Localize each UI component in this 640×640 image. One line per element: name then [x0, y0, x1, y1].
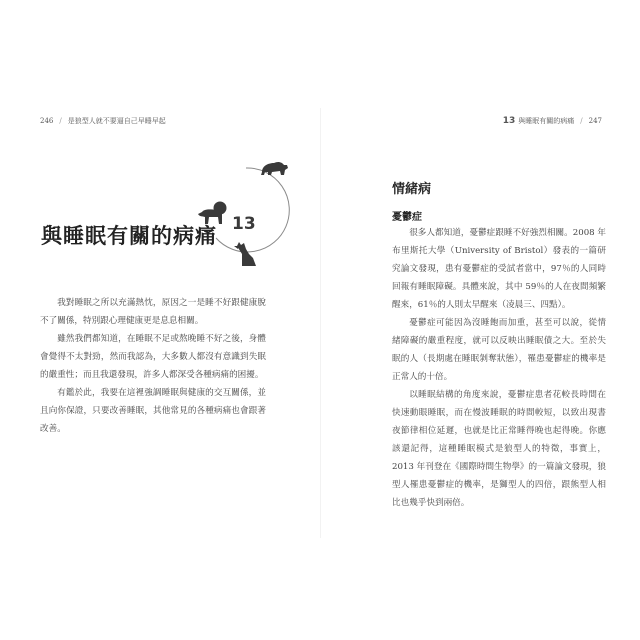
bear-icon — [261, 162, 288, 175]
right-body-text — [392, 224, 606, 512]
section-heading: 情緒病 — [392, 182, 432, 197]
paragraph: 很多人都知道，憂鬱症跟睡不好強烈相關。2008 年布里斯托大學（University of Bristol）發表的一篇研究論文發現，患有憂鬱症的受試者當中，97％的人同時回報有睡眠障礙。具體來說，其中 59％的人在夜間頻繁醒來，61％的人則太早醒來（凌晨三、四點）。 — [392, 228, 606, 310]
left-body-text — [40, 294, 266, 438]
right-page — [322, 108, 608, 538]
running-title-left: 是狼型人就不要逼自己早睡早起 — [67, 117, 166, 125]
running-chapter-number: 13 — [502, 116, 516, 126]
page-number-left: 246 — [40, 117, 54, 125]
book-spread — [36, 108, 608, 538]
running-head-divider: / — [59, 117, 62, 125]
page-gutter — [320, 108, 321, 538]
sub-heading: 憂鬱症 — [392, 212, 422, 223]
chapter-emblem — [186, 158, 306, 268]
wolf-icon — [234, 242, 256, 266]
paragraph: 有鑑於此，我要在這裡強調睡眠與健康的交互關係，並且向你保證，只要改善睡眠，其他常見的各種病痛也會跟著改善。 — [40, 388, 266, 434]
right-running-head — [503, 116, 602, 126]
left-page — [36, 108, 318, 538]
chapter-number: 13 — [232, 214, 256, 234]
running-title-right: 與睡眠有關的病痛 — [518, 117, 575, 125]
paragraph: 以睡眠結構的角度來說，憂鬱症患者花較長時間在快速動眼睡眠，而在慢波睡眠的時間較短，以致出現書夜節律相位延遲，也就是比正常睡得晚也起得晚。你應該還記得，這種睡眠模式是狼型人的特徵，事實上，2013 年刊登在《國際時間生物學》的一篇論文發現，狼型人罹患憂鬱症的機率，是獅型人的四倍，跟熊型人相比也幾乎快到兩倍。 — [392, 390, 606, 508]
paragraph: 我對睡眠之所以充滿熱忱，原因之一是睡不好跟健康脫不了關係，特別跟心理健康更是息息相關。 — [40, 298, 266, 326]
paragraph: 雖然我們都知道，在睡眠不足或熬晚睡不好之後，身體會覺得不太對勁，然而我認為，大多數人都沒有意識到失眠的嚴重性；而且我還發現，許多人都深受各種病痛的困擾。 — [40, 334, 266, 380]
page-number-right: 247 — [588, 117, 602, 125]
left-running-head — [40, 116, 166, 126]
running-head-divider: / — [580, 117, 583, 125]
chapter-title: 與睡眠有關的病痛 — [41, 223, 217, 248]
paragraph: 憂鬱症可能因為沒睡飽而加重，甚至可以說，從情緒障礙的嚴重程度，就可以反映出睡眠債之大。至於失眠的人（長期處在睡眠剝奪狀態），罹患憂鬱症的機率是正常人的十倍。 — [392, 318, 606, 382]
